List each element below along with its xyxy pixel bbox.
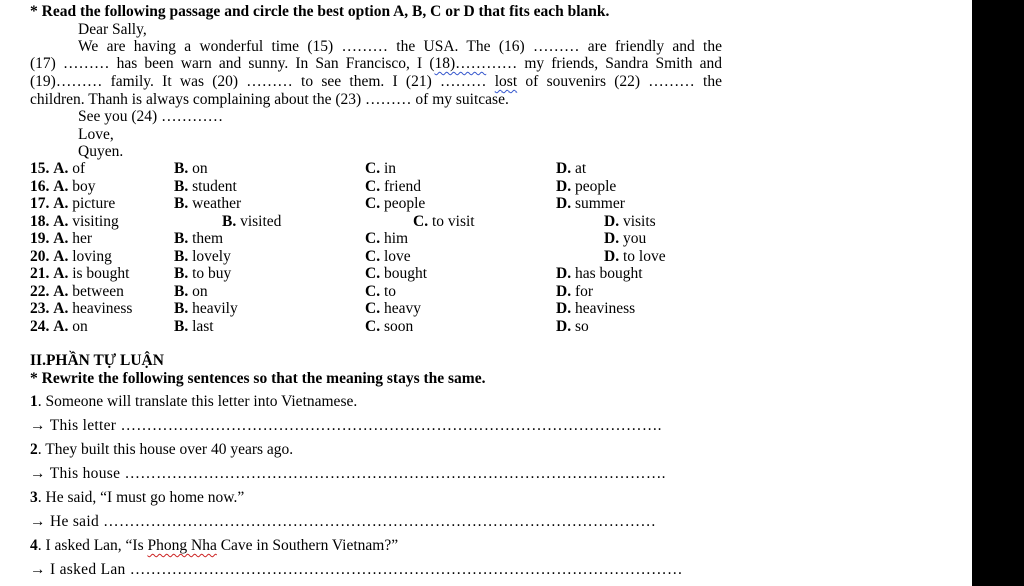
option-text: has bought [571,265,643,282]
rewrite-item-1-number: 1 [30,393,38,410]
rewrite-item-1-sentence: . Someone will translate this letter into Vietnamese. [37,393,358,410]
question-20-option-c [365,248,411,266]
question-number: 15. [30,160,50,177]
section-2-heading: II.PHẦN TỰ LUẬN [30,352,164,369]
option-text: of [68,160,86,177]
option-text: soon [380,317,414,335]
option-letter: A. [53,160,69,177]
rewrite-answer-4: → I asked Lan …………………………………………………………………………………………… [30,561,683,578]
option-text: boy [68,177,96,195]
option-letter: D. [556,282,572,300]
option-text: student [188,177,237,195]
rewrite-item-4-sentence-c: Cave in Southern Vietnam?” [216,537,399,554]
option-text: heaviness [68,300,133,317]
option-letter: B. [174,282,189,300]
question-23-option-d [556,300,635,318]
question-15-option-a [30,160,85,178]
question-17-option-a [30,195,115,213]
option-letter: D. [556,177,572,195]
option-text: him [380,230,409,247]
section-2-instruction: * Rewrite the following sentences so that the meaning stays the same. [30,370,486,387]
question-21-option-a [30,265,129,283]
option-text: to love [619,247,666,265]
option-letter: B. [174,300,189,317]
option-letter: C. [365,317,381,335]
option-letter: B. [174,247,189,265]
option-letter: C. [365,230,381,247]
option-letter: C. [365,177,381,195]
option-text: heavy [380,300,421,317]
question-21-option-b [174,265,231,283]
question-20-option-a [30,248,112,266]
rewrite-item-4 [30,537,398,555]
option-letter: B. [174,230,189,247]
question-22-option-c [365,283,396,301]
option-letter: C. [365,265,381,282]
option-text: on [68,317,88,335]
option-letter: A. [53,282,69,300]
rewrite-item-1 [30,393,357,411]
question-18-option-d [604,213,656,231]
question-17-option-c [365,195,425,213]
letter-signature: Quyen. [78,143,124,160]
question-number: 22. [30,282,50,300]
question-21-option-c [365,265,427,283]
option-text: them [188,230,224,247]
option-letter: D. [556,300,572,317]
option-text: love [380,247,411,265]
question-20-option-d [604,248,666,266]
letter-line-4: children. Thanh is always complaining about the (23) ……… of my suitcase. [30,91,509,108]
option-letter: A. [53,265,69,282]
rewrite-item-3-sentence: . He said, “I must go home now.” [37,489,245,506]
rewrite-item-4-number: 4 [30,537,38,554]
option-text: on [188,160,208,177]
option-text: friend [380,177,421,195]
option-text: summer [571,195,625,212]
option-text: to buy [188,265,232,282]
question-23-option-b [174,300,238,318]
option-letter: D. [604,212,620,230]
option-text: between [68,282,124,300]
option-letter: D. [556,160,572,177]
option-letter: B. [174,160,189,177]
option-text: so [571,317,589,335]
rewrite-item-4-sentence-a: . I asked Lan, “Is [37,537,148,554]
question-19-option-c [365,230,408,248]
question-18-option-a [30,213,119,231]
option-text: for [571,282,594,300]
letter-see-you: See you (24) ………… [78,108,224,125]
letter-line-3-content [30,73,722,91]
question-18-option-b [222,213,281,231]
question-24-option-a [30,318,88,336]
question-19-option-a [30,230,92,248]
rewrite-item-2-sentence: . They built this house over 40 years ago. [37,441,294,458]
option-text: you [619,230,647,247]
question-24-option-d [556,318,589,336]
letter-line-2-content [30,55,722,73]
option-letter: D. [556,317,572,335]
question-16-option-c [365,178,421,196]
rewrite-item-2 [30,441,293,459]
question-15-option-b [174,160,208,178]
letter-line-3 [30,73,722,91]
option-text: heaviness [571,300,636,317]
option-letter: B. [174,177,189,195]
option-text: lovely [188,247,231,265]
question-15-option-d [556,160,586,178]
option-letter: B. [174,265,189,282]
option-text: heavily [188,300,238,317]
question-19-option-b [174,230,223,248]
option-text: last [188,317,214,335]
option-letter: A. [53,212,69,230]
letter-line-2 [30,55,722,73]
question-17-option-b [174,195,241,213]
question-number: 23. [30,300,50,317]
question-16-option-d [556,178,616,196]
question-22-option-b [174,283,208,301]
question-number: 19. [30,230,50,247]
option-letter: C. [413,212,429,230]
option-letter: C. [365,300,381,317]
option-text: picture [68,195,116,212]
letter-line-1 [78,38,722,56]
option-text: in [380,160,397,177]
letter-line-3-b: lost [494,73,518,90]
option-text: visited [236,212,282,230]
option-letter: A. [53,177,69,195]
question-number: 16. [30,177,50,195]
option-letter: C. [365,160,381,177]
rewrite-item-3-number: 3 [30,489,38,506]
reading-instruction: * Read the following passage and circle the best option A, B, C or D that fits each blank. [30,3,610,20]
option-letter: A. [53,300,69,317]
option-text: loving [68,247,112,265]
option-text: at [571,160,587,177]
option-letter: C. [365,282,381,300]
option-letter: B. [174,195,189,212]
question-20-option-b [174,248,231,266]
question-23-option-c [365,300,421,318]
rewrite-answer-1: → This letter …………………………………………………………………………………………. [30,417,662,434]
letter-love: Love, [78,126,114,143]
option-text: on [188,282,208,300]
option-letter: A. [53,317,69,335]
question-18-option-c [413,213,475,231]
option-letter: C. [365,195,381,212]
rewrite-answer-2: → This house …………………………………………………………………………………………. [30,465,666,482]
question-17-option-d [556,195,625,213]
letter-line-2-a: (17) ……… has been warn and sunny. In San Francisco, I ( [30,55,435,72]
rewrite-item-2-number: 2 [30,441,38,458]
option-text: weather [188,195,242,212]
question-24-option-b [174,318,214,336]
question-24-option-c [365,318,413,336]
question-16-option-a [30,178,95,196]
letter-line-3-a: (19)……… family. It was (20) ……… to see them. I (21) ……… [30,73,495,90]
letter-line-2-b: 18)…… [434,55,487,72]
question-number: 21. [30,265,50,282]
option-letter: D. [604,247,620,265]
option-letter: C. [365,247,381,265]
option-letter: D. [556,265,572,282]
option-text: people [571,177,617,195]
question-number: 18. [30,212,50,230]
letter-line-1-text: We are having a wonderful time (15) ……… the USA. The (16) ……… are friendly and the [78,38,722,55]
rewrite-item-4-sentence-b: Phong Nha [147,537,217,554]
question-16-option-b [174,178,237,196]
question-21-option-d [556,265,643,283]
option-text: to visit [428,212,475,230]
option-letter: B. [174,317,189,335]
question-19-option-d [604,230,646,248]
question-number: 17. [30,195,50,212]
option-text: people [380,195,426,212]
question-22-option-d [556,283,593,301]
letter-line-3-c: of souvenirs (22) ……… the [517,73,722,90]
question-15-option-c [365,160,396,178]
option-text: visits [619,212,656,230]
option-letter: B. [222,212,237,230]
option-letter: A. [53,247,69,265]
option-text: to [380,282,397,300]
option-letter: D. [556,195,572,212]
option-text: bought [380,265,428,282]
letter-line-2-c: …… my friends, Sandra Smith and [486,55,722,72]
question-22-option-a [30,283,124,301]
question-number: 24. [30,317,50,335]
option-text: her [68,230,92,247]
question-number: 20. [30,247,50,265]
option-text: is bought [68,265,130,282]
option-text: visiting [68,212,119,230]
option-letter: A. [53,230,69,247]
rewrite-item-3 [30,489,244,507]
rewrite-answer-3: → He said …………………………………………………………………………………………… [30,513,657,530]
letter-greeting: Dear Sally, [78,21,147,38]
option-letter: D. [604,230,620,247]
question-23-option-a [30,300,132,318]
option-letter: A. [53,195,69,212]
